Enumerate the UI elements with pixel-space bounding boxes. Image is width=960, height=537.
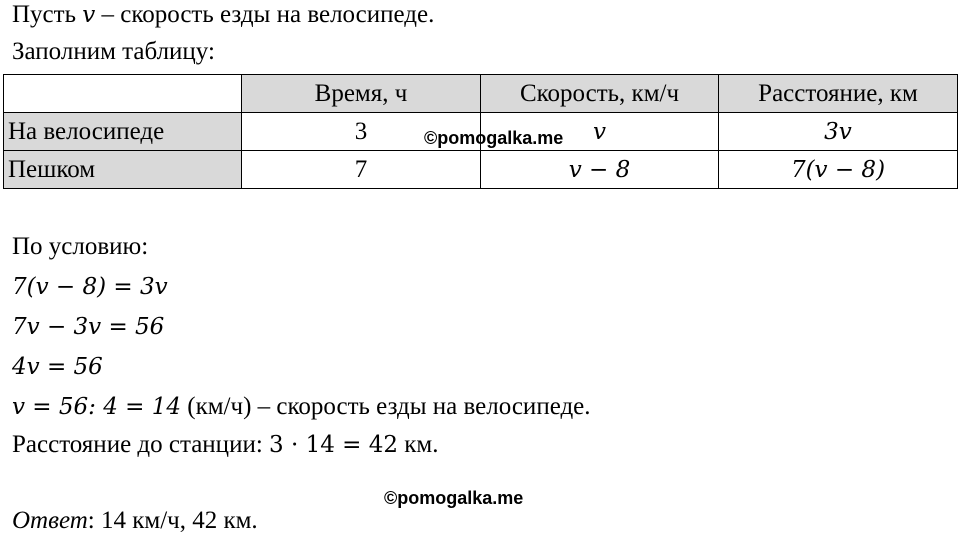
equation-2: 7v − 3v = 56 [12,314,165,340]
header-empty [4,75,242,113]
distance-unit: км. [398,431,439,458]
table-header-row [4,75,958,113]
distance-math: 3 · 14 = 42 [269,432,399,458]
header-time: Время, ч [242,75,481,113]
intro-line-2: Заполним таблицу: [12,38,215,65]
condition-label: По условию: [12,233,149,260]
row-label-bike: На велосипеде [4,113,242,151]
intro-line-1 [12,0,434,30]
answer-label: Ответ [12,507,88,534]
cell-walk-speed: v − 8 [481,151,719,189]
header-distance: Расстояние, км [719,75,958,113]
equation-4-math: v = 56: 4 = 14 [12,394,182,420]
cell-walk-distance: 7(v − 8) [719,151,958,189]
equation-4-text: (км/ч) – скорость езды на велосипеде. [181,393,591,420]
header-speed: Скорость, км/ч [481,75,719,113]
equation-1: 7(v − 8) = 3v [12,274,168,300]
intro-prefix: Пусть [12,1,76,28]
equation-4 [12,392,591,422]
variable-v: v [82,2,96,28]
intro-suffix: – скорость езды на велосипеде. [95,1,435,28]
distance-line [12,430,439,460]
equation-3: 4v = 56 [12,354,103,380]
watermark-bottom: ©pomogalka.me [384,488,524,508]
answer-line [12,506,258,536]
table-row [4,151,958,189]
cell-bike-time: 3 [242,113,481,151]
answer-text: : 14 км/ч, 42 км. [87,507,258,534]
cell-bike-speed: v [481,113,719,151]
cell-bike-distance: 3v [719,113,958,151]
cell-walk-time: 7 [242,151,481,189]
row-label-walk: Пешком [4,151,242,189]
watermark-top: ©pomogalka.me [424,128,564,148]
distance-text: Расстояние до станции: [12,431,270,458]
